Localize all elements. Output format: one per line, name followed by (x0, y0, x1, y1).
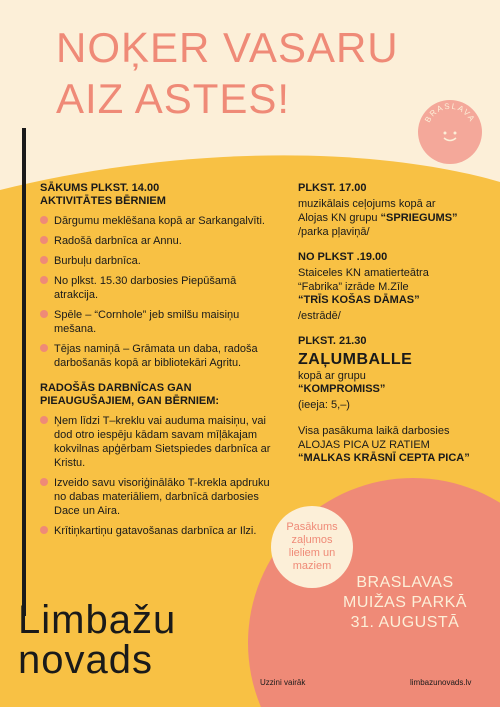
list-item: No plkst. 15.30 darbosies Piepūšamā atrakcija. (40, 274, 280, 302)
title-line-1: NOĶER VASARU (56, 24, 399, 71)
list-item: Tējas namiņā – Grāmata un daba, radoša darbošanās kopā ar bibliotekāri Agritu. (40, 342, 280, 370)
page-title (56, 22, 399, 124)
event-time: PLKST. 21.30 (298, 335, 367, 347)
list-item: Krītiņkartiņu gatavošanas darbnīca ar Ilzi. (40, 524, 280, 538)
list-item: Radošā darbnīca ar Annu. (40, 234, 280, 248)
info-badge: Pasākums zaļumos lieliem un maziem (271, 506, 353, 588)
section1-list (40, 214, 280, 370)
website-link[interactable]: limbazunovads.lv (410, 678, 472, 687)
list-item: Burbuļu darbnīca. (40, 254, 280, 268)
event-location: BRASLAVAS MUIŽAS PARKĀ 31. AUGUSTĀ (343, 574, 467, 631)
svg-text:BRASLAVA (423, 102, 477, 124)
braslava-stamp (418, 100, 482, 164)
limbazu-novads-logo: Limbažu novads (18, 598, 177, 682)
stamp-text: BRASLAVA (423, 101, 477, 124)
left-column (40, 182, 280, 544)
event-title: ZAĻUMBALLE (298, 351, 413, 368)
event-block-4: Visa pasākuma laikā darbosies ALOJAS PICA UZ RATIEM “MALKAS KRĀSNĪ CEPTA PICA” (298, 425, 470, 464)
list-item: Izveido savu visoriģinālāko T-krekla apdruku no dabas materiāliem, darbnīcā darbosies Dace un Aira. (40, 476, 280, 518)
event-time: PLKST. 17.00 (298, 182, 367, 194)
list-item: Spēle – “Cornhole” jeb smilšu maisiņu mešana. (40, 308, 280, 336)
event-block-1: PLKST. 17.00 muzikālais ceļojums kopā ar Alojas KN grupu “SPRIEGUMS” /parka pļaviņā/ (298, 182, 488, 239)
right-column (298, 182, 488, 477)
vertical-divider (22, 128, 26, 616)
more-info-text: Uzzini vairāk (260, 678, 306, 687)
title-line-2: AIZ ASTES! (56, 75, 291, 122)
event-time: NO PLKST .19.00 (298, 251, 388, 263)
list-item: Dārgumu meklēšana kopā ar Sarkangalvīti. (40, 214, 280, 228)
event-block-3: PLKST. 21.30 ZAĻUMBALLE kopā ar grupu “KOMPROMISS” (ieeja: 5,–) (298, 335, 488, 412)
smiley-icon (444, 132, 457, 141)
section2-heading: RADOŠĀS DARBNĪCAS GAN PIEAUGUŠAJIEM, GAN BĒRNIEM: (40, 382, 220, 407)
event-block-2: NO PLKST .19.00 Staiceles KN amatierteātra “Fabrika” izrāde M.Zīle “TRĪS KOŠAS DĀMAS” /estrādē/ (298, 251, 488, 323)
list-item: Ņem līdzi T–kreklu vai auduma maisiņu, vai dod otro iespēju kādam savam mīļākajam kokvilnas apģērbam Sietspiedes darbnīca ar Kristu. (40, 414, 280, 470)
section2-list (40, 414, 280, 538)
section1-heading: SĀKUMS PLKST. 14.00 AKTIVITĀTES BĒRNIEM (40, 182, 166, 207)
